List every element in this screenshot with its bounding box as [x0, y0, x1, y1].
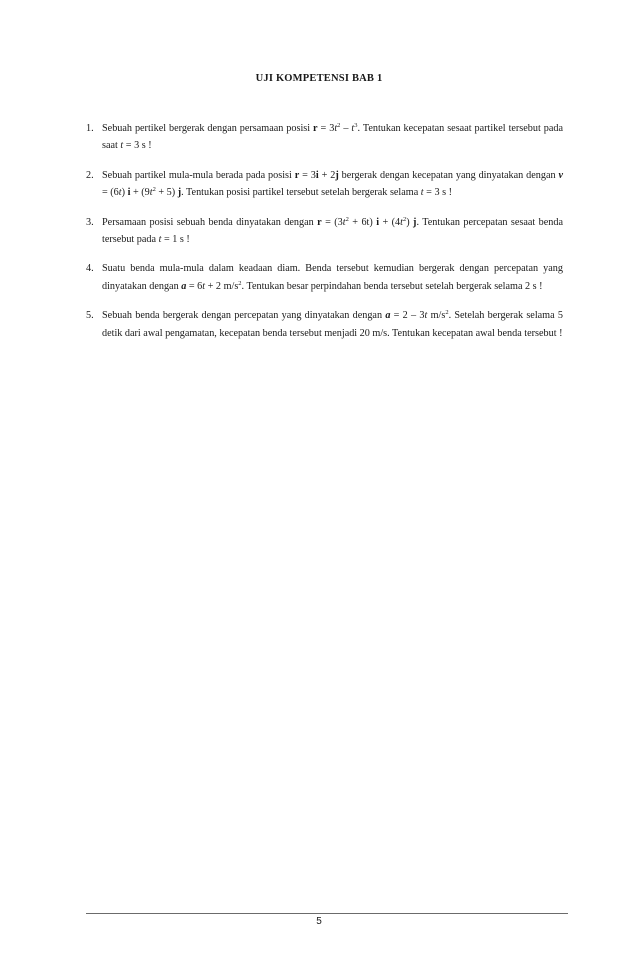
text-run: j [177, 187, 182, 199]
text-run: Sebuah partikel mula-mula berada pada posisi [102, 169, 295, 181]
text-run: t [400, 216, 403, 228]
text-run: 2 [337, 122, 341, 129]
text-run: ) [121, 187, 128, 199]
text-run: t [334, 123, 338, 134]
question-number: 5. [86, 310, 94, 322]
text-run: a [385, 310, 391, 322]
text-run: 2 [445, 309, 449, 317]
text-run: Persamaan posisi sebuah benda dinyatakan dengan [102, 216, 318, 228]
text-run: 2 [402, 215, 407, 223]
text-run: + 2 [318, 169, 336, 181]
text-run: i [315, 169, 319, 181]
text-run: . Tentukan kecepatan sesaat partikel tersebut pada saat [102, 123, 564, 152]
text-run: . Tentukan posisi partikel tersebut setelah bergerak selama [181, 187, 421, 199]
text-run: ) [406, 216, 414, 228]
text-run: i [127, 187, 131, 199]
text-run: Sebuah pertikel bergerak dengan persamaan posisi [102, 123, 314, 134]
question-item [86, 120, 563, 155]
text-run: 3 [354, 122, 358, 129]
text-run: t [424, 310, 428, 322]
question-number: 1. [86, 123, 94, 134]
text-run: t [420, 187, 424, 199]
question-text [102, 170, 563, 198]
text-run: = 3 s ! [423, 187, 453, 199]
question-text [102, 310, 563, 338]
text-run: = 2 – 3 [390, 310, 425, 322]
text-run: t [351, 123, 355, 134]
question-number: 2. [86, 169, 94, 181]
text-run: a [181, 280, 187, 292]
text-run: = 6 [186, 280, 203, 292]
text-run: . Setelah bergerak selama 5 detik dari awal pengamatan, kecepatan benda tersebut menjadi 20 m/s. Tentukan kecepatan awal benda tersebut ! [102, 310, 563, 339]
text-run: = (6 [102, 187, 119, 199]
text-run: j [335, 169, 339, 181]
question-text [102, 263, 563, 291]
page-title: UJI KOMPETENSI BAB 1 [255, 73, 383, 84]
text-run: = 3 s ! [123, 140, 152, 152]
text-run: t [149, 187, 153, 199]
text-run: + 2 m/s [205, 280, 239, 292]
text-run: r [294, 169, 300, 181]
text-run: t [342, 216, 346, 228]
text-run: m/s [427, 310, 446, 322]
text-run: + 5) [155, 187, 178, 199]
text-run: = 3 [317, 123, 335, 134]
text-run: Sebuah benda bergerak dengan percepatan yang dinyatakan dengan [102, 310, 386, 322]
text-run: + (4 [379, 216, 401, 228]
question-item [86, 167, 563, 202]
question-item [86, 307, 563, 342]
footer-divider [86, 913, 568, 914]
text-run: t [202, 280, 206, 292]
question-item [86, 260, 563, 295]
question-text [102, 123, 563, 151]
text-run: bergerak dengan kecepatan yang dinyatakan dengan [338, 169, 559, 181]
text-run: . Tentukan besar perpindahan benda tersebut setelah bergerak selama 2 s ! [241, 280, 543, 292]
text-run: Suatu benda mula-mula dalam keadaan diam. Benda tersebut kemudian bergerak dengan percepatan yang dinyatakan dengan [102, 263, 563, 292]
text-run: t [120, 140, 124, 152]
text-run: 2 [345, 215, 349, 223]
question-number: 3. [86, 216, 94, 228]
text-run: = (3 [321, 216, 343, 228]
text-run: t [158, 234, 162, 246]
question-text [102, 217, 563, 245]
text-run: j [413, 216, 417, 228]
text-run: = 1 s ! [161, 234, 190, 246]
text-run: 2 [238, 279, 242, 287]
text-run: t [118, 187, 122, 199]
page-number: 5 [316, 916, 322, 927]
text-run: – [340, 123, 352, 134]
question-list [86, 120, 563, 354]
text-run: + 6t) [348, 216, 377, 228]
text-run: i [376, 216, 380, 228]
text-run: r [313, 123, 318, 134]
text-run: v [558, 169, 563, 181]
text-run: 2 [152, 186, 156, 194]
text-run: + (9 [130, 187, 150, 199]
text-run: . Tentukan percepatan sesaat benda tersebut pada [102, 216, 564, 246]
text-run: = 3 [299, 169, 316, 181]
question-number: 4. [86, 263, 94, 275]
question-item [86, 214, 563, 249]
text-run: r [317, 216, 322, 228]
